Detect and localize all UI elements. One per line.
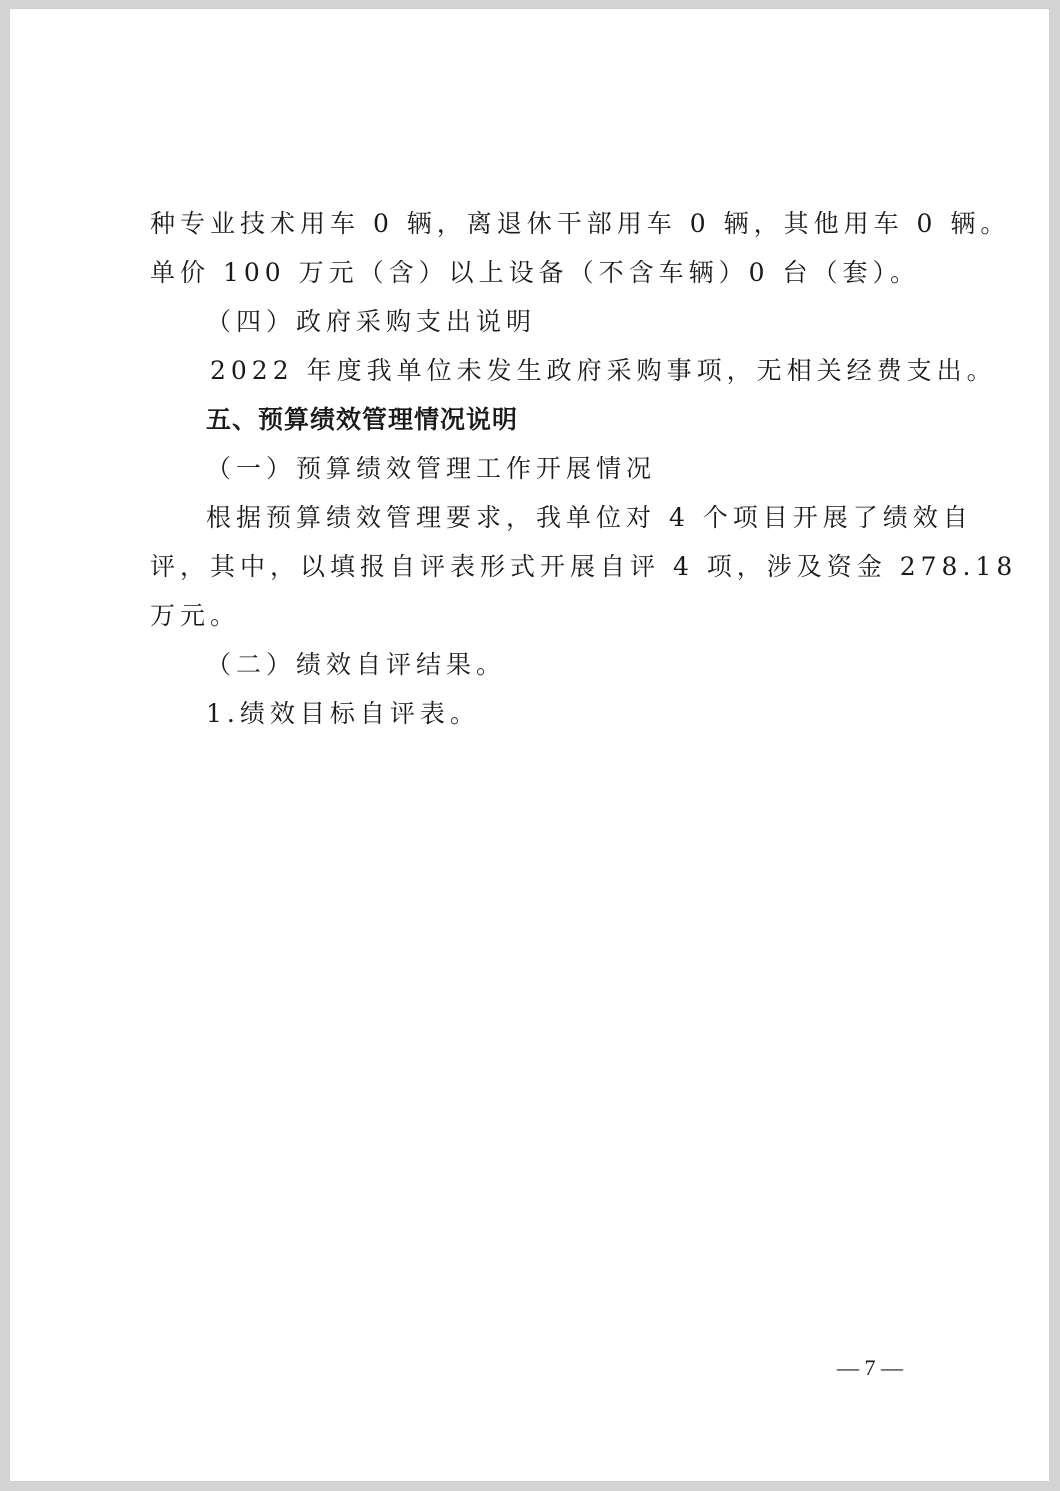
- paragraph-line-equipment: 单价 100 万元（含）以上设备（不含车辆）0 台（套）。: [150, 258, 920, 287]
- subsection-heading-work: （一）预算绩效管理工作开展情况: [206, 454, 657, 483]
- paragraph-line-procurement: 2022 年度我单位未发生政府采购事项，无相关经费支出。: [210, 356, 997, 385]
- subsection-heading-results: （二）绩效自评结果。: [206, 650, 507, 679]
- paragraph-line-evaluation-3: 万元。: [150, 601, 241, 630]
- paragraph-line-vehicles: 种专业技术用车 0 辆，离退休干部用车 0 辆，其他用车 0 辆。: [150, 209, 1011, 238]
- paragraph-line-evaluation-2: 评，其中，以填报自评表形式开展自评 4 项，涉及资金 278.18: [150, 552, 1018, 581]
- document-page: [10, 9, 1049, 1481]
- list-item-target-table: 1.绩效目标自评表。: [206, 699, 480, 728]
- page-number: — 7 —: [837, 1355, 903, 1380]
- section-heading-performance: 五、预算绩效管理情况说明: [206, 405, 519, 434]
- subsection-heading-procurement: （四）政府采购支出说明: [206, 307, 537, 336]
- paragraph-line-evaluation-1: 根据预算绩效管理要求，我单位对 4 个项目开展了绩效自: [206, 503, 973, 532]
